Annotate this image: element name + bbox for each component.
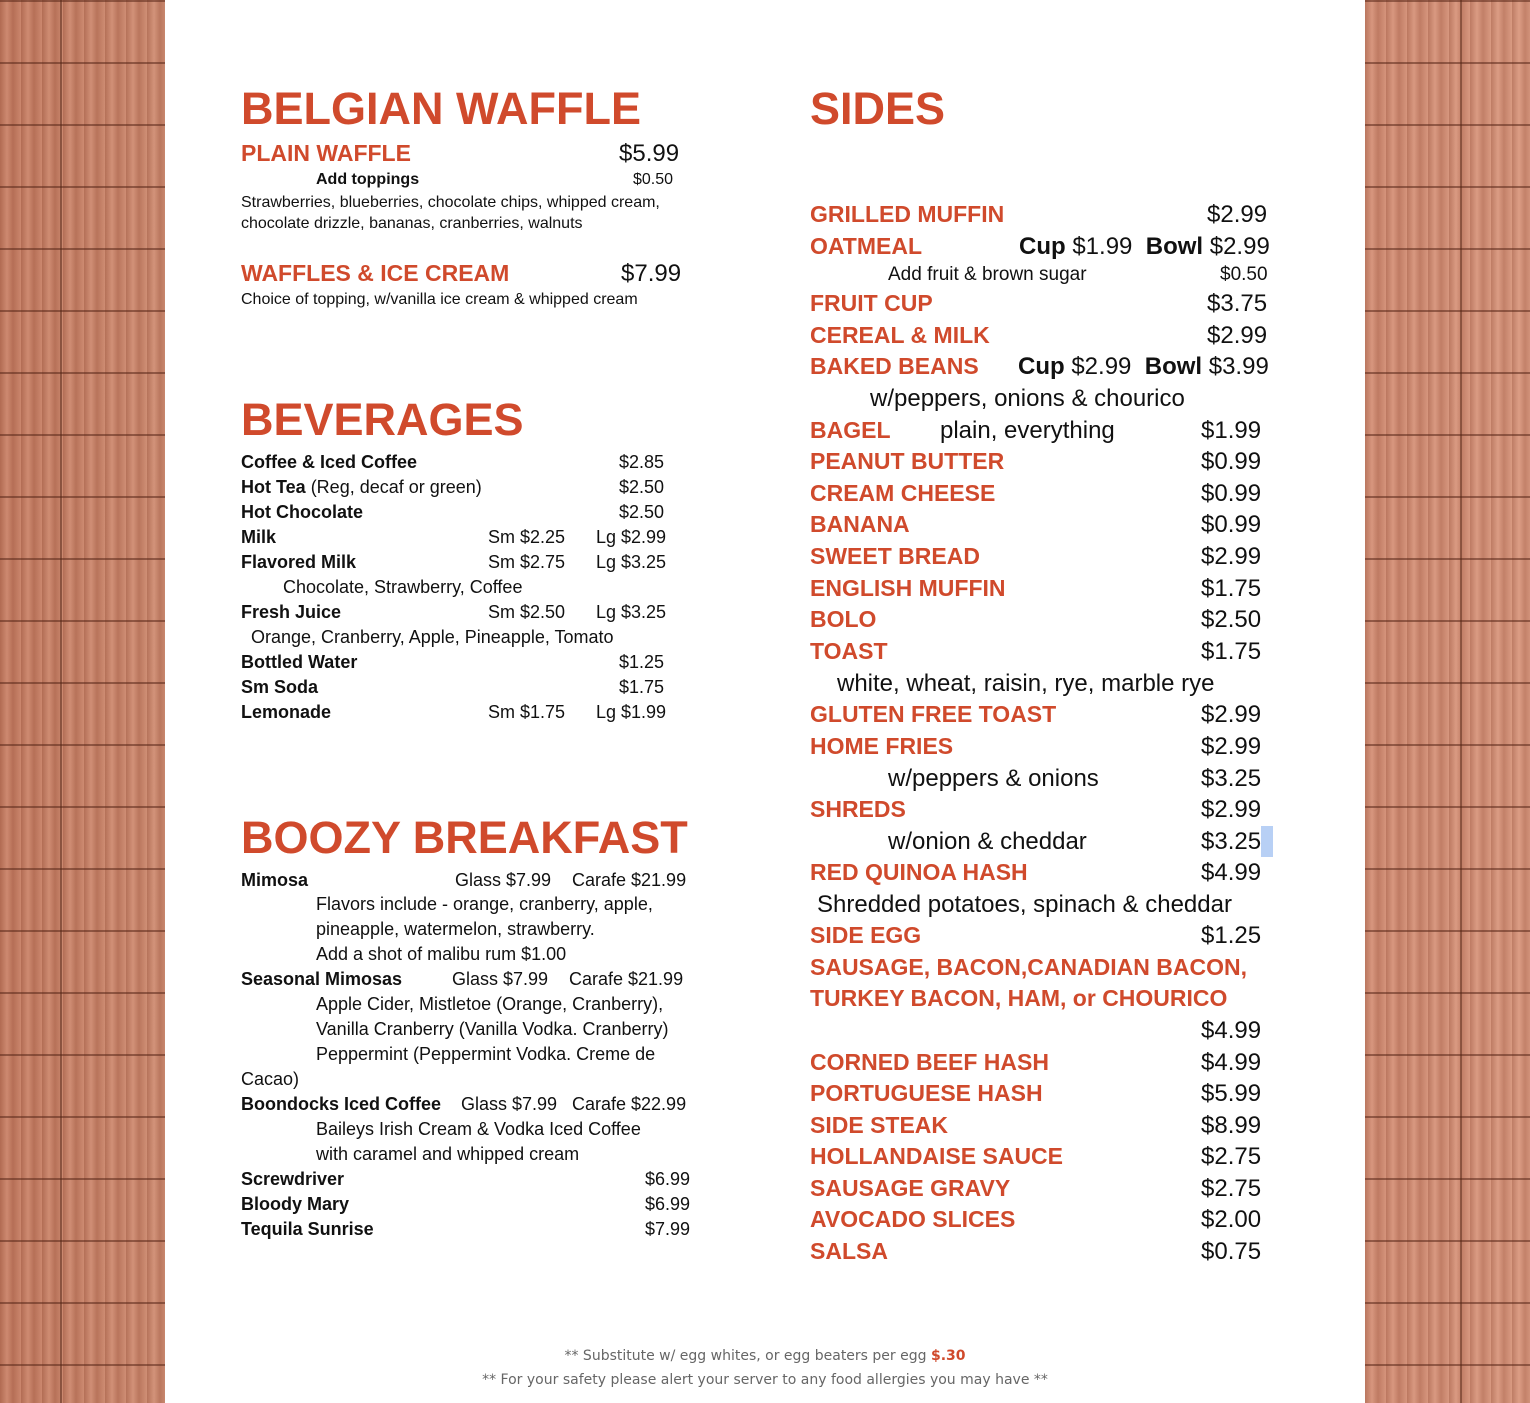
bev-name-fresh-juice: Fresh Juice (241, 602, 342, 622)
section-title-boozy-breakfast: BOOZY BREAKFAST (241, 812, 688, 863)
section-title-belgian-waffle: BELGIAN WAFFLE (241, 83, 641, 134)
side-bagel-options: plain, everything (940, 417, 1115, 444)
side-name-red-quinoa-hash: RED QUINOA HASH (810, 859, 1028, 885)
boozy-carafe-mimosa: Carafe $21.99 (572, 870, 687, 890)
side-name-banana: BANANA (810, 511, 910, 537)
boozy-carafe-seasonal: Carafe $21.99 (569, 969, 684, 989)
side-price-sausage-gravy: $2.75 (1201, 1175, 1262, 1202)
boozy-name-bloody-mary: Bloody Mary (241, 1194, 350, 1214)
boozy-name-seasonal-mimosas: Seasonal Mimosas (241, 969, 403, 989)
side-name-fruit-cup: FRUIT CUP (810, 290, 933, 316)
side-toast-options: white, wheat, raisin, rye, marble rye (837, 670, 1215, 697)
oatmeal-cup-price: $1.99 (1072, 233, 1133, 260)
side-oatmeal-addon: Add fruit & brown sugar (888, 264, 1087, 285)
boozy-price-tequila-sunrise: $7.99 (645, 1219, 691, 1239)
oatmeal-bowl-price: $2.99 (1209, 233, 1270, 260)
side-price-corned-beef-hash: $4.99 (1201, 1049, 1262, 1076)
bev-price-sm-soda: $1.75 (619, 677, 665, 697)
side-oatmeal-sizes (1019, 233, 1270, 261)
boozy-seasonal-line2: Vanilla Cranberry (Vanilla Vodka. Cranberry) (316, 1019, 669, 1039)
bev-lg-lemonade: Lg $1.99 (596, 702, 667, 722)
bev-name-tea: Hot Tea (241, 477, 306, 497)
boozy-glass-mimosa: Glass $7.99 (455, 870, 552, 890)
bev-price-hot-chocolate: $2.50 (619, 502, 665, 522)
side-price-fruit-cup: $3.75 (1207, 290, 1268, 317)
boozy-name-screwdriver: Screwdriver (241, 1169, 345, 1189)
side-price-cereal: $2.99 (1207, 322, 1268, 349)
side-price-shreds: $2.99 (1201, 796, 1262, 823)
boozy-carafe-boondocks: Carafe $22.99 (572, 1094, 687, 1114)
bev-hot-tea (241, 477, 482, 498)
side-name-cereal: CEREAL & MILK (810, 322, 990, 348)
footer-substitute-text: ** Substitute w/ egg whites, or egg beaters per egg (564, 1348, 927, 1364)
side-name-bolo: BOLO (810, 606, 877, 632)
side-name-cream-cheese: CREAM CHEESE (810, 480, 996, 506)
side-price-sweet-bread: $2.99 (1201, 543, 1262, 570)
bev-name-hot-chocolate: Hot Chocolate (241, 502, 364, 522)
side-home-fries-addon-price: $3.25 (1201, 765, 1262, 792)
side-price-home-fries: $2.99 (1201, 733, 1262, 760)
side-name-toast: TOAST (810, 638, 888, 664)
bev-price-tea: $2.50 (619, 477, 665, 497)
footer-allergy-note: ** For your safety please alert your server to any food allergies you may have ** (482, 1372, 1048, 1388)
boozy-boondocks-line1: Baileys Irish Cream & Vodka Iced Coffee (316, 1119, 641, 1139)
beans-bowl-label: Bowl (1144, 353, 1203, 380)
beans-cup-label: Cup (1018, 353, 1065, 380)
side-name-side-steak: SIDE STEAK (810, 1112, 949, 1138)
toppings-desc-line2: chocolate drizzle, bananas, cranberries, walnuts (241, 215, 583, 232)
boozy-price-bloody-mary: $6.99 (645, 1194, 691, 1214)
boozy-seasonal-line1: Apple Cider, Mistletoe (Orange, Cranberry), (316, 994, 664, 1014)
side-price-bagel: $1.99 (1201, 417, 1262, 444)
side-name-salsa: SALSA (810, 1238, 888, 1264)
side-name-hollandaise: HOLLANDAISE SAUCE (810, 1143, 1064, 1169)
side-beans-sizes (1018, 353, 1269, 381)
boozy-mimosa-line2: pineapple, watermelon, strawberry. (316, 919, 595, 939)
section-title-sides: SIDES (810, 83, 946, 134)
bev-name-flavored-milk: Flavored Milk (241, 552, 357, 572)
side-price-toast: $1.75 (1201, 638, 1262, 665)
side-beans-desc: w/peppers, onions & chourico (870, 385, 1185, 412)
side-name-baked-beans: BAKED BEANS (810, 353, 979, 379)
wood-seam-right (1460, 0, 1462, 1403)
boozy-name-boondocks: Boondocks Iced Coffee (241, 1094, 442, 1114)
bev-price-bottled-water: $1.25 (619, 652, 665, 672)
item-name-plain-waffle: PLAIN WAFFLE (241, 140, 411, 166)
side-price-red-quinoa-hash: $4.99 (1201, 859, 1262, 886)
boozy-mimosa-line3: Add a shot of malibu rum $1.00 (316, 944, 567, 964)
toppings-price: $0.50 (633, 171, 674, 188)
item-name-waffles-ice-cream: WAFFLES & ICE CREAM (241, 260, 510, 286)
side-name-shreds: SHREDS (810, 796, 906, 822)
boozy-mimosa-line1: Flavors include - orange, cranberry, apple, (316, 894, 653, 914)
bev-sm-lemonade: Sm $1.75 (488, 702, 566, 722)
wood-seam-left (60, 0, 62, 1403)
bev-name-sm-soda: Sm Soda (241, 677, 319, 697)
side-quinoa-desc: Shredded potatoes, spinach & cheddar (817, 891, 1232, 918)
side-price-portuguese-hash: $5.99 (1201, 1080, 1262, 1107)
side-meats-line1: SAUSAGE, BACON,CANADIAN BACON, (810, 954, 1248, 980)
bev-lg-juice: Lg $3.25 (596, 602, 667, 622)
side-name-avocado-slices: AVOCADO SLICES (810, 1206, 1016, 1232)
beans-bowl-price: $3.99 (1208, 353, 1269, 380)
side-name-oatmeal: OATMEAL (810, 233, 923, 259)
boozy-boondocks-line2: with caramel and whipped cream (316, 1144, 580, 1164)
bev-flavors-juice: Orange, Cranberry, Apple, Pineapple, Tomato (251, 627, 614, 647)
oatmeal-bowl-label: Bowl (1145, 233, 1204, 260)
side-name-home-fries: HOME FRIES (810, 733, 954, 759)
side-price-english-muffin: $1.75 (1201, 575, 1262, 602)
side-shreds-addon: w/onion & cheddar (888, 828, 1087, 855)
bev-name-coffee: Coffee & Iced Coffee (241, 452, 418, 472)
side-price-side-egg: $1.25 (1201, 922, 1262, 949)
boozy-name-tequila-sunrise: Tequila Sunrise (241, 1219, 374, 1239)
side-name-gluten-free-toast: GLUTEN FREE TOAST (810, 701, 1057, 727)
side-meats-line2: TURKEY BACON, HAM, or CHOURICO (810, 985, 1228, 1011)
side-price-avocado-slices: $2.00 (1201, 1206, 1262, 1233)
bev-lg-flavored-milk: Lg $3.25 (596, 552, 667, 572)
side-name-english-muffin: ENGLISH MUFFIN (810, 575, 1006, 601)
boozy-glass-boondocks: Glass $7.99 (461, 1094, 558, 1114)
side-shreds-addon-price: $3.25 (1201, 828, 1262, 855)
boozy-seasonal-line4: Cacao) (241, 1069, 300, 1089)
boozy-price-screwdriver: $6.99 (645, 1169, 691, 1189)
side-price-bolo: $2.50 (1201, 606, 1262, 633)
item-price-waffles-ice-cream: $7.99 (621, 260, 682, 287)
oatmeal-cup-label: Cup (1019, 233, 1066, 260)
menu-page (165, 0, 1365, 1403)
side-price-side-steak: $8.99 (1201, 1112, 1262, 1139)
toppings-desc-line1: Strawberries, blueberries, chocolate chips, whipped cream, (241, 194, 660, 211)
footer-substitute-note (165, 1348, 1365, 1364)
bev-lg-milk: Lg $2.99 (596, 527, 667, 547)
bev-sm-juice: Sm $2.50 (488, 602, 566, 622)
section-title-beverages: BEVERAGES (241, 394, 524, 445)
text-selection-highlight (1261, 826, 1273, 857)
beans-cup-price: $2.99 (1071, 353, 1132, 380)
bev-sm-flavored-milk: Sm $2.75 (488, 552, 566, 572)
side-price-peanut-butter: $0.99 (1201, 448, 1262, 475)
side-oatmeal-addon-price: $0.50 (1220, 264, 1268, 285)
bev-name-milk: Milk (241, 527, 277, 547)
bev-price-coffee: $2.85 (619, 452, 665, 472)
boozy-glass-seasonal: Glass $7.99 (452, 969, 549, 989)
side-name-peanut-butter: PEANUT BUTTER (810, 448, 1005, 474)
bev-note-tea: (Reg, decaf or green) (310, 477, 482, 497)
side-name-grilled-muffin: GRILLED MUFFIN (810, 201, 1005, 227)
bev-name-lemonade: Lemonade (241, 702, 332, 722)
side-price-cream-cheese: $0.99 (1201, 480, 1262, 507)
side-name-bagel: BAGEL (810, 417, 891, 443)
bev-sm-milk: Sm $2.25 (488, 527, 566, 547)
side-name-portuguese-hash: PORTUGUESE HASH (810, 1080, 1043, 1106)
boozy-name-mimosa: Mimosa (241, 870, 309, 890)
bev-flavors-milk: Chocolate, Strawberry, Coffee (283, 577, 523, 597)
footer-substitute-price: $.30 (930, 1348, 966, 1364)
side-price-gluten-free-toast: $2.99 (1201, 701, 1262, 728)
side-price-hollandaise: $2.75 (1201, 1143, 1262, 1170)
side-name-side-egg: SIDE EGG (810, 922, 922, 948)
side-home-fries-addon: w/peppers & onions (888, 765, 1099, 792)
item-desc-waffles-ice-cream: Choice of topping, w/vanilla ice cream & whipped cream (241, 291, 638, 308)
toppings-label: Add toppings (316, 171, 420, 188)
side-price-banana: $0.99 (1201, 511, 1262, 538)
side-price-salsa: $0.75 (1201, 1238, 1262, 1265)
bev-name-bottled-water: Bottled Water (241, 652, 358, 672)
item-price-plain-waffle: $5.99 (619, 140, 680, 167)
side-price-meats: $4.99 (1201, 1017, 1262, 1044)
side-name-sausage-gravy: SAUSAGE GRAVY (810, 1175, 1011, 1201)
side-name-sweet-bread: SWEET BREAD (810, 543, 980, 569)
side-price-grilled-muffin: $2.99 (1207, 201, 1268, 228)
boozy-seasonal-line3: Peppermint (Peppermint Vodka. Creme de (316, 1044, 656, 1064)
side-name-corned-beef-hash: CORNED BEEF HASH (810, 1049, 1049, 1075)
